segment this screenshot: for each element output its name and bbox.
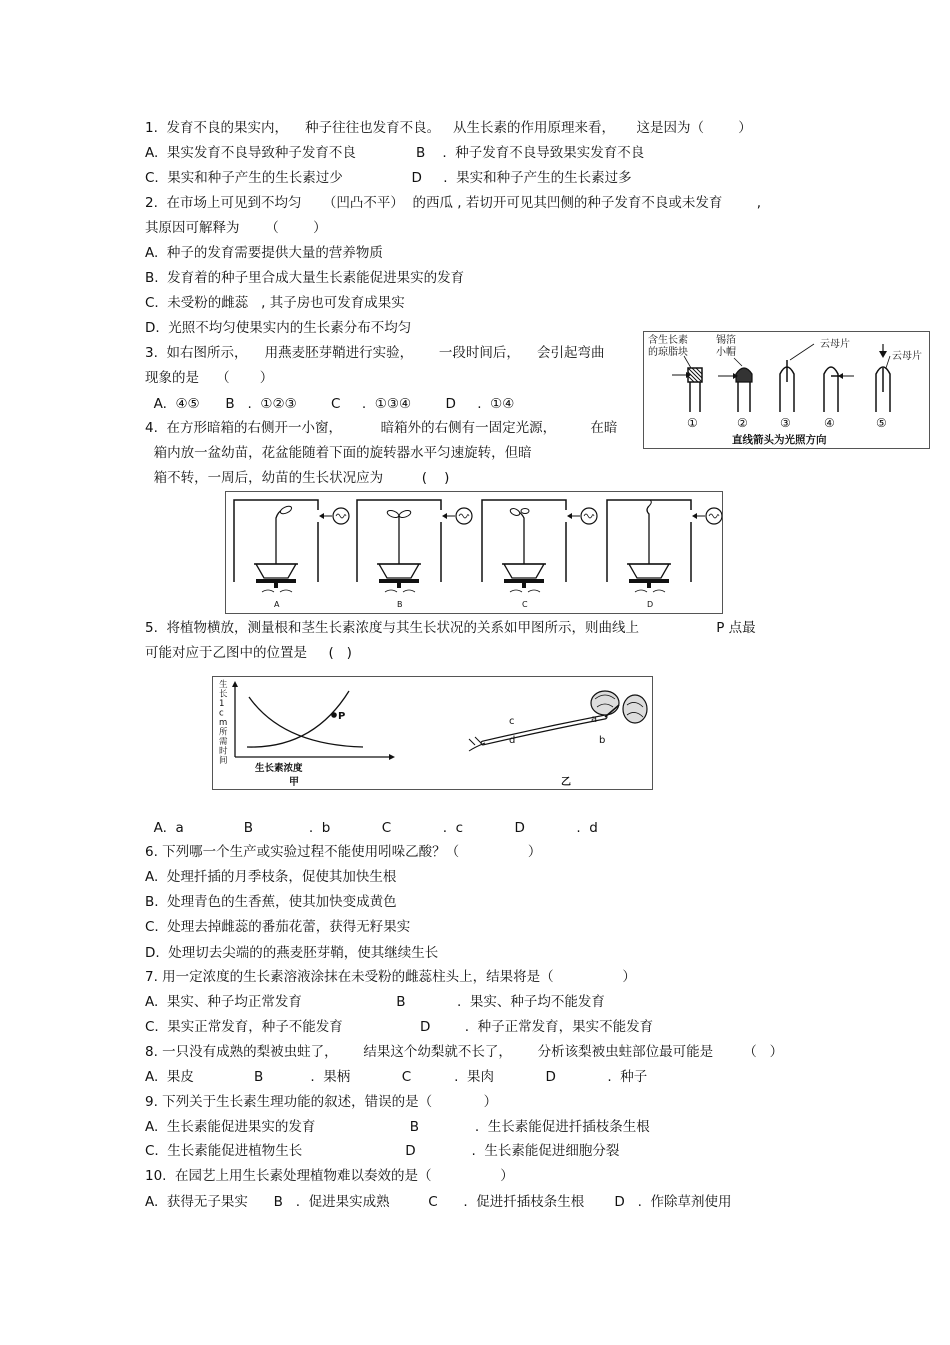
q5-ylabel-char: m <box>219 718 228 728</box>
q3-label-mica-2: 云母片 <box>892 351 922 362</box>
q5-ylabel <box>219 679 228 766</box>
q4-stem-line3: 箱不转，一周后，幼苗的生长状况应为 ( ) <box>145 470 450 486</box>
q5-ylabel-char: 1 <box>219 699 225 709</box>
q6-option-d: D. 处理切去尖端的的燕麦胚芽鞘，使其继续生长 <box>145 945 439 961</box>
q3-coleoptile-figure <box>643 331 930 449</box>
q9-options-ab: A. 生长素能促进果实的发育 B . 生长素能促进扦插枝条生根 <box>145 1119 650 1135</box>
q3-specimen-3 <box>780 344 814 412</box>
q5-caption-yi: 乙 <box>561 777 571 788</box>
q4-panel-d <box>607 500 722 609</box>
q10-stem: 10. 在园艺上用生长素处理植物难以奏效的是（ ） <box>145 1168 514 1184</box>
q1-options-ab: A. 果实发育不良导致种子发育不良 B . 种子发育不良导致果实发育不良 <box>145 145 645 161</box>
q3-options: A. ④⑤ B . ①②③ C . ①③④ D . ①④ <box>145 396 515 412</box>
q4-panel-label: B <box>397 600 403 609</box>
q8-stem: 8. 一只没有成熟的梨被虫蛀了， 结果这个幼梨就不长了， 分析该梨被虫蛀部位最可能是 （ ） <box>145 1044 784 1060</box>
q2-stem-line2: 其原因可解释为 （ ） <box>145 220 327 236</box>
q2-option-b: B. 发育着的种子里合成大量生长素能促进果实的发育 <box>145 270 465 286</box>
q6-option-c: C. 处理去掉雌蕊的番茄花蕾，获得无籽果实 <box>145 919 411 935</box>
q9-stem: 9. 下列关于生长素生理功能的叙述，错误的是（ ） <box>145 1094 498 1110</box>
q3-label-mica-1: 云母片 <box>820 339 850 350</box>
q3-specimen-5 <box>876 344 890 412</box>
q2-option-d: D. 光照不均匀使果实内的生长素分布不均匀 <box>145 320 412 336</box>
q3-specimen-4 <box>824 367 854 412</box>
q4-stem-line2: 箱内放一盆幼苗，花盆能随着下面的旋转器水平匀速旋转，但暗 <box>145 445 532 461</box>
q1-stem: 1. 发育不良的果实内， 种子往往也发育不良。 从生长素的作用原理来看， 这是因为（ ） <box>145 120 752 136</box>
q3-stem-line2: 现象的是 （ ） <box>145 370 274 386</box>
q5-ylabel-char: 所 <box>219 727 228 738</box>
q3-num-3: ③ <box>780 416 791 430</box>
q5-ylabel-char: 生 <box>219 680 228 690</box>
q5-curve-ascending <box>247 691 349 747</box>
q7-options-ab: A. 果实、种子均正常发育 B . 果实、种子均不能发育 <box>145 994 605 1010</box>
q9-options-cd: C. 生长素能促进植物生长 D . 生长素能促进细胞分裂 <box>145 1143 620 1159</box>
q10-options: A. 获得无子果实 B . 促进果实成熟 C . 促进扦插枝条生根 D . 作除草剂使用 <box>145 1194 732 1210</box>
q3-num-2: ② <box>737 416 748 430</box>
q7-stem: 7. 用一定浓度的生长素溶液涂抹在未受粉的雌蕊柱头上，结果将是（ ） <box>145 969 636 985</box>
q5-pos-d: d <box>509 735 516 746</box>
q7-options-cd: C. 果实正常发育，种子不能发育 D . 种子正常发育，果实不能发育 <box>145 1019 654 1035</box>
q5-ylabel-char: c <box>219 708 224 719</box>
q5-figure <box>212 676 653 790</box>
q4-stem-line1: 4. 在方形暗箱的右侧开一小窗， 暗箱外的右侧有一固定光源， 在暗 <box>145 420 618 436</box>
q4-dark-box-figure <box>225 491 723 614</box>
q4-panel-label: D <box>647 600 654 609</box>
q3-num-4: ④ <box>824 416 835 430</box>
q5-point-label: P <box>338 711 346 722</box>
q3-caption: 直线箭头为光照方向 <box>732 434 827 446</box>
q4-panel-b <box>357 500 472 609</box>
q5-ylabel-char: 时 <box>219 746 228 757</box>
q2-stem-line1: 2. 在市场上可见到不均匀 （凹凸不平） 的西瓜 , 若切开可见其凹侧的种子发育不良或未发育 , <box>145 195 761 211</box>
q3-label-agar-block-2: 的琼脂块 <box>648 347 688 358</box>
q5-ylabel-char: 间 <box>219 756 228 766</box>
q3-num-5: ⑤ <box>876 416 887 430</box>
q6-option-b: B. 处理青色的生香蕉，使其加快变成黄色 <box>145 894 397 910</box>
q5-xlabel: 生长素浓度 <box>255 763 303 774</box>
q3-label-agar-block-1: 含生长素 <box>648 335 688 346</box>
q5-point-p <box>331 712 337 718</box>
q5-seedling-yi <box>469 691 647 788</box>
q3-stem-line1: 3. 如右图所示， 用燕麦胚芽鞘进行实验， 一段时间后， 会引起弯曲 <box>145 345 605 361</box>
q3-label-foil-cap-1: 锡箔 <box>716 335 736 346</box>
q4-panel-a <box>234 500 349 609</box>
q5-stem-line1: 5. 将植物横放，测量根和茎生长素浓度与其生长状况的关系如甲图所示，则曲线上 P 点最 <box>145 620 756 636</box>
q3-specimen-1 <box>672 356 702 412</box>
q6-option-a: A. 处理扦插的月季枝条，促使其加快生根 <box>145 869 397 885</box>
q5-caption-jia: 甲 <box>289 777 299 788</box>
q5-curve-descending <box>249 697 363 747</box>
q5-graph-jia <box>219 679 395 788</box>
q2-option-a: A. 种子的发育需要提供大量的营养物质 <box>145 245 383 261</box>
q5-pos-c: c <box>509 716 515 727</box>
q4-panel-label: C <box>522 600 528 609</box>
q5-pos-a: a <box>591 714 598 725</box>
q3-label-foil-cap-2: 小帽 <box>716 347 736 358</box>
q8-options: A. 果皮 B . 果柄 C . 果肉 D . 种子 <box>145 1069 648 1085</box>
q5-stem-line2: 可能对应于乙图中的位置是 ( ) <box>145 645 352 661</box>
q1-options-cd: C. 果实和种子产生的生长素过少 D . 果实和种子产生的生长素过多 <box>145 170 632 186</box>
q6-stem: 6. 下列哪一个生产或实验过程不能使用吲哚乙酸？（ ） <box>145 844 542 860</box>
q3-specimen-2 <box>718 358 752 412</box>
q5-ylabel-char: 长 <box>219 689 228 700</box>
q2-option-c: C. 未受粉的雌蕊 , 其子房也可发育成果实 <box>145 295 405 311</box>
q3-num-1: ① <box>687 416 698 430</box>
q5-pos-b: b <box>599 735 606 746</box>
q4-panel-c <box>482 500 597 609</box>
q4-panel-label: A <box>274 600 280 609</box>
q5-options: A. a B . b C . c D . d <box>145 820 598 836</box>
q5-ylabel-char: 需 <box>219 737 228 747</box>
